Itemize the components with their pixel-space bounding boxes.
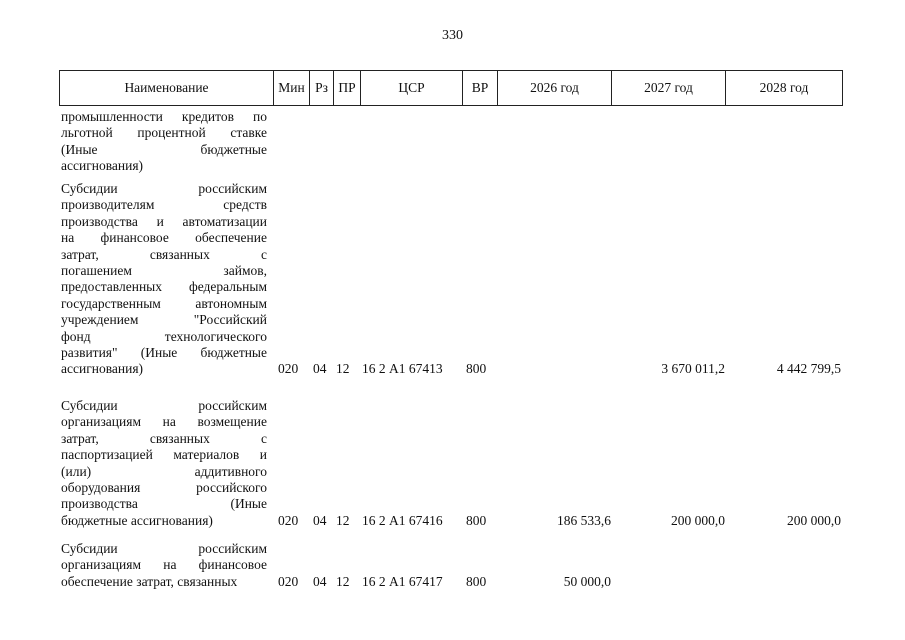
row-value-2026: 50 000,0 [563,573,611,589]
row-pr: 12 [336,573,350,589]
row-value-2028: 4 442 799,5 [776,361,841,377]
row-min: 020 [278,361,299,377]
row-vr: 800 [466,361,487,377]
row-name-line: предоставленных федеральным [61,279,267,295]
row-name-line: на финансовое обеспечение [61,230,267,246]
row-name-line: организациям на финансовое [61,557,267,573]
row-name-line: погашением займов, [61,262,267,278]
row-csr: 16 2 А1 67416 [362,512,443,528]
row-name-line: производства (Иные [61,496,267,512]
row-value-2026: 186 533,6 [557,512,611,528]
row-csr: 16 2 А1 67417 [362,573,443,589]
row-name-line: ассигнования) [61,158,144,174]
row-name-line: учреждением "Российский [61,312,267,328]
header-vr: ВР [463,71,498,105]
row-name [61,109,267,175]
row-name-line: оборудования российского [61,479,267,495]
table-header [59,70,843,106]
header-2027: 2027 год [612,71,726,105]
row-name-line: производителям средств [61,197,267,213]
row-name-line: промышленности кредитов по [61,109,267,124]
header-pr: ПР [334,71,361,105]
row-name-line: фонд технологического [61,328,267,344]
page-number: 330 [442,28,463,43]
row-name-line: обеспечение затрат, связанных [61,573,238,589]
header-rz: Рз [310,71,334,105]
row-name-line: льготной процентной ставке [61,125,267,141]
row-name-line: паспортизацией материалов и [61,447,267,463]
header-name: Наименование [60,71,274,105]
row-name-line: организациям на возмещение [61,414,267,430]
row-name-line: затрат, связанных с [61,430,267,446]
row-min: 020 [278,573,299,589]
row-name-line: развития" (Иные бюджетные [61,344,267,360]
row-rz: 04 [313,512,327,528]
row-name-line: затрат, связанных с [61,246,267,262]
row-name [61,181,267,378]
header-2026: 2026 год [498,71,612,105]
row-min: 020 [278,512,299,528]
row-rz: 04 [313,573,327,589]
header-csr: ЦСР [361,71,463,105]
row-name-line: бюджетные ассигнования) [61,512,213,528]
row-name [61,398,267,529]
row-vr: 800 [466,512,487,528]
row-name [61,541,267,590]
row-name-line: государственным автономным [61,295,267,311]
row-value-2027: 3 670 011,2 [661,361,725,377]
row-pr: 12 [336,361,350,377]
row-csr: 16 2 А1 67413 [362,361,443,377]
row-name-line: Субсидии российским [61,181,267,196]
row-name-line: (или) аддитивного [61,463,267,479]
header-min: Мин [274,71,310,105]
row-rz: 04 [313,361,327,377]
row-name-line: Субсидии российским [61,398,267,413]
row-pr: 12 [336,512,350,528]
row-vr: 800 [466,573,487,589]
row-value-2028: 200 000,0 [787,512,841,528]
header-2028: 2028 год [759,80,809,95]
row-name-line: (Иные бюджетные [61,141,267,157]
row-value-2027: 200 000,0 [671,512,725,528]
row-name-line: производства и автоматизации [61,213,267,229]
row-name-line: Субсидии российским [61,541,267,556]
row-name-line: ассигнования) [61,361,144,377]
